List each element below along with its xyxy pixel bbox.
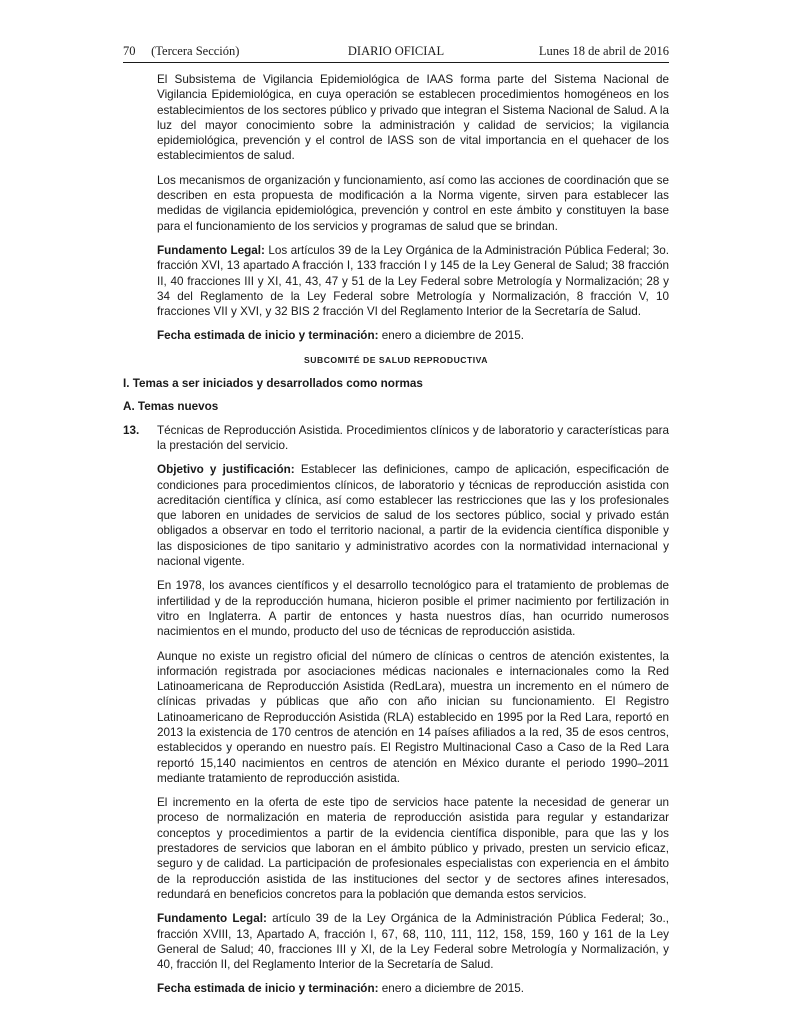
paragraph-history: En 1978, los avances científicos y el desarrollo tecnológico para el tratamiento de problemas de infertilidad y de la reproducción humana, hicieron posible el primer nacimiento por fertilización in vitro en Inglaterra. A partir de entonces y hasta nuestros días, han ocurrido numerosos nacimientos en el mundo, producto del uso de técnicas de reproducción asistida. bbox=[157, 579, 669, 639]
legal-basis-text: artículo 39 de la Ley Orgánica de la Administración Pública Federal; 3o., fracción XVIII, 13, Apartado A, fracción I, 67, 68, 110, 111, 112, 158, 159, 160 y 161 de la Ley General de Salud; 40, fracciones III y XI, de la Ley Federal sobre Metrología y Normalización, y 40, fracción II, del Reglamento Interior de la Secretaría de Salud. bbox=[157, 912, 669, 972]
dates-text: enero a diciembre de 2015. bbox=[378, 329, 525, 343]
legal-basis-label: Fundamento Legal: bbox=[157, 912, 267, 926]
paragraph-normalization: El incremento en la oferta de este tipo de servicios hace patente la necesidad de generar un proceso de normalización en materia de reproducción asistida para regular y estandarizar conceptos y procedimientos a partir de la evidencia científica disponible, para que las y los prestadores de servicios que laboran en el ámbito público y privado, presten un servicio eficaz, seguro y de calidad. La participación de profesionales especialistas con experiencia en el ámbito de la reproducción asistida de las instituciones del sector y de sectores afines interesados, redundará en beneficios concretos para la población que demanda estos servicios. bbox=[157, 796, 669, 901]
paragraph-registry: Aunque no existe un registro oficial del número de clínicas o centros de atención existentes, la información registrada por asociaciones médicas nacionales e internacionales como la Red Latinoamericana de Reproducción Asistida (RedLara), muestra un incremento en el número de clínicas privadas y públicas que año con año inician su funcionamiento. El Registro Latinoamericano de Reproducción Asistida (RLA) establecido en 1995 por la Red Lara, reportó en 2013 la existencia de 170 centros de atención en 14 países afiliados a la red, 35 de esos centros, establecidos y operando en nuestro país. El Registro Multinacional Caso a Caso de la Red Lara reportó 15,140 nacimientos en centros de atención en México durante el periodo 1990–2011 mediante tratamiento de reproducción asistida. bbox=[157, 649, 669, 785]
legal-basis-label: Fundamento Legal: bbox=[157, 243, 265, 257]
header-date: Lunes 18 de abril de 2016 bbox=[538, 44, 669, 58]
dates-label: Fecha estimada de inicio y terminación: bbox=[157, 982, 379, 996]
paragraph-mechanisms: Los mecanismos de organización y funcionamiento, así como las acciones de coordinación que se describen en esta propuesta de modificación a la Norma vigente, sirven para establecer las medidas de vigilancia epidemiológica, prevención y control en este ámbito y constituyen la base para el funcionamiento de los servicios y programas de salud que se brindan. bbox=[157, 173, 669, 233]
paragraph-iaas-subsystem: El Subsistema de Vigilancia Epidemiológica de IAAS forma parte del Sistema Nacional de Vigilancia Epidemiológica, en cuya operación se establecen procedimientos homogéneos en los establecimientos de los sectores público y privado que integran el Sistema Nacional de Salud. A la luz del mayor conocimiento sobre la administración y calidad de servicios; la vigilancia epidemiológica, prevención y el control de IASS son de vital importancia en el quehacer de los establecimientos de salud. bbox=[157, 73, 669, 163]
paragraph-dates-1 bbox=[123, 328, 669, 343]
paragraph-dates-2 bbox=[123, 981, 669, 996]
objective-text: Establecer las definiciones, campo de aplicación, especificación de condiciones para procedimientos clínicos, de laboratorio y técnicas de reproducción asistida con acreditación científica y clínica, así como establecer las restricciones que las y los profesionales que laboren en unidades de servicios de salud de los sectores público, social y privado están obligados a observar en todo el territorio nacional, a partir de la evidencia científica disponible y las disposiciones de tipo sanitario y administrativo acordes con la normatividad internacional y nacional vigente. bbox=[157, 463, 669, 569]
dates-label: Fecha estimada de inicio y terminación: bbox=[157, 329, 379, 343]
header-page-section: 70 (Tercera Sección) bbox=[123, 44, 240, 58]
document-body bbox=[123, 72, 669, 1006]
header-rule bbox=[123, 62, 669, 63]
dates-text: enero a diciembre de 2015. bbox=[378, 982, 525, 996]
paragraph-legal-basis-1 bbox=[123, 243, 669, 319]
section-heading-topics: I. Temas a ser iniciados y desarrollados como normas bbox=[123, 377, 423, 391]
item-number: 13. bbox=[123, 423, 140, 437]
paragraph-objective bbox=[123, 462, 669, 569]
list-item-13 bbox=[123, 423, 669, 454]
page-header bbox=[123, 44, 669, 62]
section-heading-new-topics: A. Temas nuevos bbox=[123, 400, 219, 414]
item-title: Técnicas de Reproducción Asistida. Procedimientos clínicos y de laboratorio y características para la prestación del servicio. bbox=[157, 423, 669, 452]
paragraph-legal-basis-2 bbox=[123, 911, 669, 972]
legal-basis-text: Los artículos 39 de la Ley Orgánica de la Administración Pública Federal; 3o. fracción XVI, 13 apartado A fracción I, 133 fracción I y 145 de la Ley General de Salud; 38 fracción II, 40 fracciones III y XI, 41, 43, 47 y 51 de la Ley Federal sobre Metrología y Normalización; 28 y 34 del Reglamento de la Ley Federal sobre Metrología y Normalización, 8 fracción V, 10 fracciones VII y XVI, y 32 BIS 2 fracción VI del Reglamento Interior de la Secretaría de Salud. bbox=[157, 243, 669, 319]
objective-label: Objetivo y justificación: bbox=[157, 463, 295, 477]
header-publication-title: DIARIO OFICIAL bbox=[347, 44, 445, 58]
subcommittee-heading: SUBCOMITÉ DE SALUD REPRODUCTIVA bbox=[304, 354, 488, 365]
